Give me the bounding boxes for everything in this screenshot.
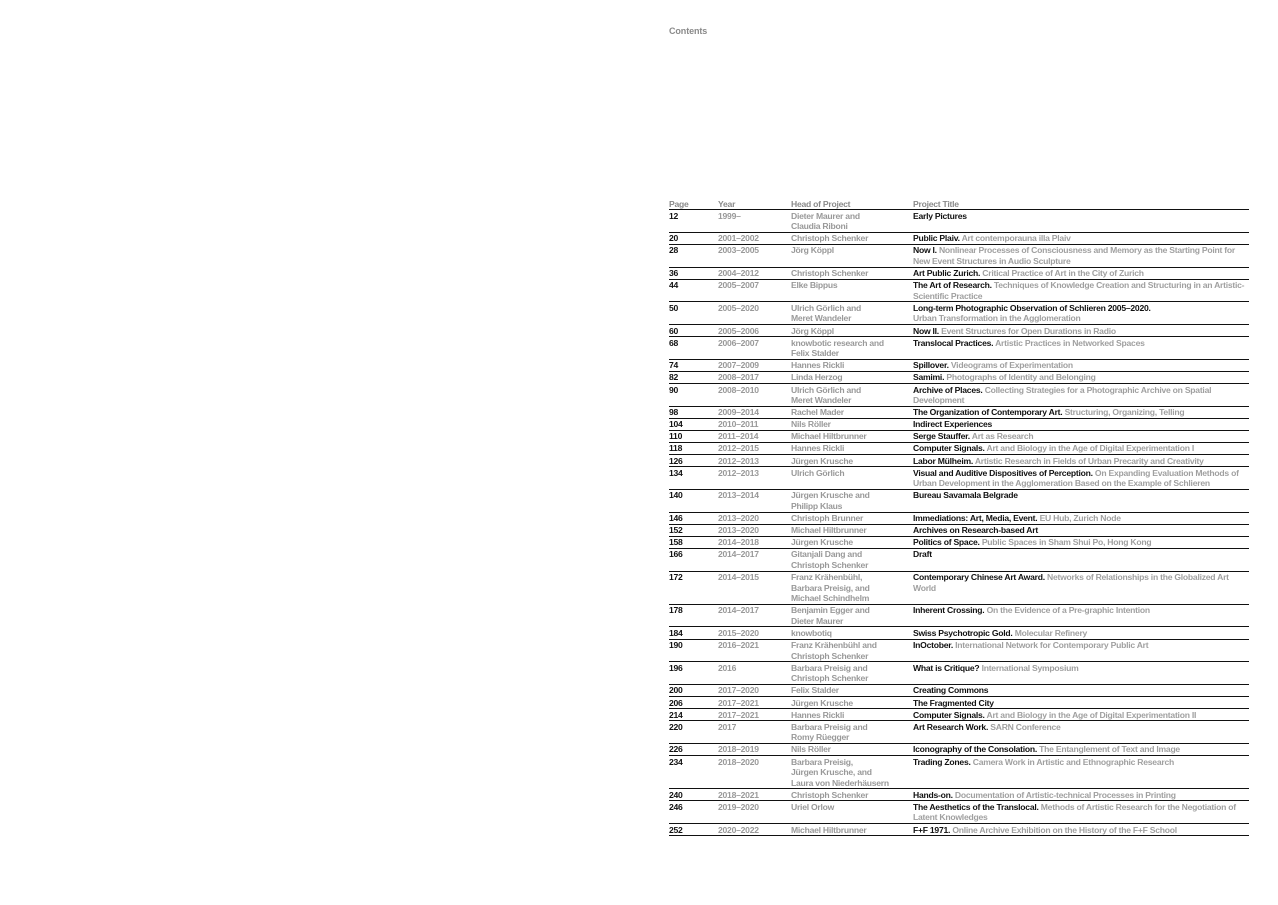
project-title: Visual and Auditive Dispositives of Perception. (913, 467, 1093, 478)
project-title-cell (913, 572, 1249, 604)
project-years: 2012–2013 (718, 467, 759, 478)
page-number: 158 (669, 537, 683, 548)
project-title: Contemporary Chinese Art Award. (913, 572, 1045, 582)
project-head: Elke Bippus (791, 280, 838, 291)
project-subtitle: Methods of Artistic Research for the Negotiation of Latent Knowledges (913, 801, 1236, 823)
project-title-cell (913, 663, 1249, 684)
project-head: Linda Herzog (791, 372, 843, 383)
project-years: 2013–2014 (718, 490, 759, 501)
project-title: Computer Signals. (913, 709, 985, 720)
project-years: 2005–2020 (718, 302, 759, 313)
project-head: knowbotic research and Felix Stalder (791, 337, 884, 359)
page-number: 82 (669, 372, 679, 383)
table-row (669, 210, 1249, 233)
project-subtitle: Art and Biology in the Age of Digital Experimentation II (986, 709, 1197, 720)
project-title: Inherent Crossing. (913, 605, 985, 616)
project-title: The Art of Research. (913, 280, 992, 291)
project-years: 2013–2020 (718, 525, 759, 536)
project-years: 2017–2020 (718, 685, 759, 696)
project-head: Ulrich Görlich (791, 467, 845, 478)
table-row (669, 572, 1249, 605)
project-head: Dieter Maurer and Claudia Riboni (791, 210, 860, 232)
project-title-cell (913, 513, 1249, 524)
project-subtitle: On the Evidence of a Pre-graphic Intention (986, 605, 1150, 616)
project-title: Politics of Space. (913, 537, 980, 548)
project-title-cell (913, 802, 1249, 823)
project-years: 2001–2002 (718, 233, 759, 244)
page-number: 36 (669, 268, 679, 279)
contents-table (669, 198, 1249, 836)
page-number: 206 (669, 697, 683, 708)
page-number: 220 (669, 721, 683, 732)
project-years: 2012–2015 (718, 443, 759, 454)
project-title: Bureau Savamala Belgrade (913, 490, 1018, 501)
project-head: Jürgen Krusche (791, 697, 853, 708)
project-years: 2018–2021 (718, 789, 759, 800)
project-years: 2018–2020 (718, 756, 759, 767)
table-row (669, 384, 1249, 407)
table-row (669, 537, 1249, 549)
project-head: Jörg Köppl (791, 245, 834, 256)
table-row (669, 360, 1249, 372)
project-head: Barbara Preisig and Romy Rüegger (791, 721, 868, 743)
table-row (669, 662, 1249, 685)
page-number: 178 (669, 605, 683, 616)
page-number: 90 (669, 384, 679, 395)
project-head: Barbara Preisig, Jürgen Krusche, and Laura von Niederhäusern (791, 756, 889, 788)
project-years: 2016–2021 (718, 640, 759, 651)
project-title: Draft (913, 549, 932, 560)
project-title: Iconography of the Consolation. (913, 744, 1038, 755)
project-title-cell (913, 338, 1249, 359)
table-row (669, 455, 1249, 467)
project-head: Christoph Schenker (791, 233, 869, 244)
project-title-cell (913, 385, 1249, 406)
project-years: 2015–2020 (718, 627, 759, 638)
project-years: 2019–2020 (718, 801, 759, 812)
project-head: Christoph Schenker (791, 268, 869, 279)
project-title-cell (913, 722, 1249, 743)
page-number: 60 (669, 325, 679, 336)
project-subtitle: Techniques of Knowledge Creation and Structuring in an Artistic-Scientific Practice (913, 280, 1245, 301)
page-number: 240 (669, 789, 683, 800)
page-number: 246 (669, 801, 683, 812)
project-years: 2017–2021 (718, 697, 759, 708)
project-title: Public Plaiv. (913, 233, 960, 244)
project-title-cell (913, 303, 1249, 324)
project-head: Felix Stalder (791, 685, 839, 696)
project-head: Michael Hiltbrunner (791, 431, 867, 442)
project-title: The Aesthetics of the Translocal. (913, 801, 1039, 812)
project-subtitle: The Entanglement of Text and Image (1039, 744, 1180, 755)
project-head: knowbotiq (791, 627, 832, 638)
table-row (669, 697, 1249, 709)
project-title: Indirect Experiences (913, 419, 993, 430)
project-title-cell (913, 640, 1249, 661)
project-years: 2016 (718, 662, 737, 673)
project-title-cell (913, 456, 1249, 467)
page-number: 200 (669, 685, 683, 696)
project-title: Immediations: Art, Media, Event. (913, 513, 1038, 524)
project-title: Long-term Photographic Observation of Schlieren 2005–2020. (913, 302, 1151, 313)
project-title-cell (913, 790, 1249, 801)
project-title-cell (913, 419, 1249, 430)
table-row (669, 721, 1249, 744)
page-number: 28 (669, 245, 679, 256)
page-number: 146 (669, 513, 683, 524)
page-number: 196 (669, 662, 683, 673)
project-title: Labor Mülheim. (913, 455, 974, 466)
page-number: 44 (669, 280, 679, 291)
project-years: 2020–2022 (718, 824, 759, 835)
table-row (669, 605, 1249, 628)
project-subtitle: Critical Practice of Art in the City of Zurich (982, 268, 1144, 279)
page-number: 252 (669, 824, 683, 835)
project-title-cell (913, 628, 1249, 639)
project-head: Nils Röller (791, 419, 831, 430)
project-title-cell (913, 525, 1249, 536)
project-head: Ulrich Görlich and Meret Wandeler (791, 302, 861, 324)
project-subtitle: EU Hub, Zurich Node (1039, 513, 1121, 524)
project-title-cell (913, 407, 1249, 418)
project-title-cell (913, 431, 1249, 442)
project-title: The Fragmented City (913, 697, 994, 708)
project-years: 2014–2017 (718, 605, 759, 616)
table-row (669, 789, 1249, 801)
table-row (669, 640, 1249, 663)
project-head: Uriel Orlow (791, 801, 835, 812)
project-head: Rachel Mader (791, 407, 844, 418)
page-number: 226 (669, 744, 683, 755)
project-years: 2009–2014 (718, 407, 759, 418)
project-head: Franz Krähenbühl and Christoph Schenker (791, 640, 877, 661)
project-title-cell (913, 549, 1249, 570)
page-number: 234 (669, 756, 683, 767)
project-subtitle: Art and Biology in the Age of Digital Experimentation I (986, 443, 1194, 454)
project-head: Jürgen Krusche and Philipp Klaus (791, 490, 870, 511)
table-row (669, 467, 1249, 490)
project-title-cell (913, 443, 1249, 454)
table-row (669, 513, 1249, 525)
project-years: 2004–2012 (718, 268, 759, 279)
project-head: Jörg Köppl (791, 325, 834, 336)
project-title-cell (913, 744, 1249, 755)
table-body (669, 210, 1249, 836)
project-subtitle: Molecular Refinery (1014, 627, 1088, 638)
column-header-head: Head of Project (791, 198, 851, 209)
project-title-cell (913, 710, 1249, 721)
project-head: Nils Röller (791, 744, 831, 755)
table-row (669, 431, 1249, 443)
project-subtitle: Event Structures for Open Durations in Radio (941, 325, 1116, 336)
project-years: 2003–2005 (718, 245, 759, 256)
page-number: 140 (669, 490, 683, 501)
table-row (669, 549, 1249, 572)
project-subtitle: International Symposium (981, 662, 1079, 673)
page-number: 12 (669, 210, 679, 221)
project-years: 2005–2006 (718, 325, 759, 336)
project-subtitle: Collecting Strategies for a Photographic Archive on Spatial Development (913, 384, 1212, 406)
project-years: 1999– (718, 210, 741, 221)
project-subtitle: Artistic Research in Fields of Urban Precarity and Creativity (974, 455, 1204, 466)
project-subtitle: International Network for Contemporary Public Art (955, 640, 1149, 651)
project-title: Serge Stauffer. (913, 431, 970, 442)
project-years: 2014–2015 (718, 572, 759, 582)
page-number: 172 (669, 572, 683, 582)
column-header-page: Page (669, 198, 689, 209)
project-title: Spillover. (913, 360, 949, 371)
project-years: 2007–2009 (718, 360, 759, 371)
project-title: Art Research Work. (913, 721, 989, 732)
project-title-cell (913, 468, 1249, 489)
project-title: Archives on Research-based Art (913, 525, 1038, 536)
project-years: 2017 (718, 721, 737, 732)
project-title: Archive of Places. (913, 384, 983, 395)
project-title-cell (913, 685, 1249, 696)
project-title: Swiss Psychotropic Gold. (913, 627, 1013, 638)
table-row (669, 627, 1249, 639)
project-title: Computer Signals. (913, 443, 985, 454)
project-years: 2005–2007 (718, 280, 759, 291)
project-title: Trading Zones. (913, 756, 971, 767)
project-title-cell (913, 372, 1249, 383)
project-title: Now II. (913, 325, 939, 336)
table-row (669, 824, 1249, 836)
page-number: 214 (669, 709, 683, 720)
project-subtitle: Urban Transformation in the Agglomeration (913, 313, 1081, 324)
project-subtitle: SARN Conference (990, 721, 1061, 732)
project-subtitle: On Expanding Evaluation Methods of Urban Development in the Agglomeration Based on the Example of Schlieren (913, 467, 1239, 489)
project-title: Hands-on. (913, 789, 953, 800)
project-head: Christoph Schenker (791, 789, 869, 800)
project-head: Hannes Rickli (791, 709, 845, 720)
table-row (669, 280, 1249, 303)
page-number: 184 (669, 627, 683, 638)
project-head: Michael Hiltbrunner (791, 525, 867, 536)
table-row (669, 443, 1249, 455)
project-title-cell (913, 268, 1249, 279)
project-title: InOctober. (913, 640, 953, 651)
table-header-row (669, 198, 1249, 210)
project-title-cell (913, 698, 1249, 709)
project-title-cell (913, 280, 1249, 301)
table-row (669, 756, 1249, 789)
project-years: 2008–2010 (718, 384, 759, 395)
project-head: Michael Hiltbrunner (791, 824, 867, 835)
project-title: What is Critique? (913, 662, 980, 673)
table-row (669, 337, 1249, 360)
project-title-cell (913, 605, 1249, 626)
page-number: 134 (669, 467, 683, 478)
page-number: 152 (669, 525, 683, 536)
project-head: Christoph Brunner (791, 513, 864, 524)
project-subtitle: Art contemporauna illa Plaiv (961, 233, 1071, 244)
project-years: 2010–2011 (718, 419, 759, 430)
table-row (669, 525, 1249, 537)
project-title: Creating Commons (913, 685, 989, 696)
project-years: 2013–2020 (718, 513, 759, 524)
project-title: Samimi. (913, 372, 945, 383)
project-years: 2012–2013 (718, 455, 759, 466)
project-title: The Organization of Contemporary Art. (913, 407, 1063, 418)
table-row (669, 302, 1249, 325)
project-years: 2014–2018 (718, 537, 759, 548)
table-row (669, 325, 1249, 337)
project-years: 2014–2017 (718, 549, 759, 560)
table-row (669, 419, 1249, 431)
page-number: 118 (669, 443, 683, 454)
table-row (669, 233, 1249, 245)
project-subtitle: Online Archive Exhibition on the History of the F+F School (952, 824, 1177, 835)
project-title: Translocal Practices. (913, 337, 994, 348)
project-subtitle: Public Spaces in Sham Shui Po, Hong Kong (981, 537, 1152, 548)
project-title: F+F 1971. (913, 824, 951, 835)
project-title: Now I. (913, 245, 937, 256)
project-head: Franz Krähenbühl, Barbara Preisig, and Michael Schindhelm (791, 572, 870, 604)
project-subtitle: Networks of Relationships in the Globalized Art World (913, 572, 1229, 593)
page-number: 98 (669, 407, 679, 418)
project-head: Hannes Rickli (791, 360, 845, 371)
page-number: 110 (669, 431, 683, 442)
table-row (669, 268, 1249, 280)
project-years: 2006–2007 (718, 337, 759, 348)
page-number: 68 (669, 337, 679, 348)
page-number: 190 (669, 640, 683, 651)
project-title: Art Public Zurich. (913, 268, 981, 279)
project-head: Jürgen Krusche (791, 455, 853, 466)
project-head: Hannes Rickli (791, 443, 845, 454)
page-number: 74 (669, 360, 679, 371)
project-title-cell (913, 326, 1249, 337)
project-title-cell (913, 825, 1249, 836)
page-number: 166 (669, 549, 683, 560)
page-number: 104 (669, 419, 683, 430)
project-head: Jürgen Krusche (791, 537, 853, 548)
project-years: 2011–2014 (718, 431, 759, 442)
table-row (669, 407, 1249, 419)
project-title-cell (913, 757, 1249, 789)
project-subtitle: Photographs of Identity and Belonging (946, 372, 1096, 383)
project-head: Benjamin Egger and Dieter Maurer (791, 605, 870, 626)
page-number: 126 (669, 455, 683, 466)
project-title-cell (913, 490, 1249, 511)
project-years: 2018–2019 (718, 744, 759, 755)
project-subtitle: Nonlinear Processes of Consciousness and Memory as the Starting Point for New Event Structures in Audio Sculpture (913, 245, 1235, 266)
project-title-cell (913, 233, 1249, 244)
project-head: Barbara Preisig and Christoph Schenker (791, 662, 869, 684)
project-subtitle: Camera Work in Artistic and Ethnographic Research (972, 756, 1174, 767)
column-header-title: Project Title (913, 198, 959, 209)
project-subtitle: Art as Research (971, 431, 1034, 442)
table-row (669, 490, 1249, 513)
page-title: Contents (669, 26, 708, 36)
project-subtitle: Documentation of Artistic-technical Processes in Printing (954, 789, 1176, 800)
project-subtitle: Videograms of Experimentation (950, 360, 1073, 371)
project-years: 2017–2021 (718, 709, 759, 720)
table-row (669, 245, 1249, 268)
project-title: Early Pictures (913, 210, 967, 221)
project-title-cell (913, 360, 1249, 371)
project-subtitle: Artistic Practices in Networked Spaces (995, 337, 1145, 348)
table-row (669, 709, 1249, 721)
project-title-cell (913, 537, 1249, 548)
column-header-year: Year (718, 198, 736, 209)
table-row (669, 685, 1249, 697)
project-title-cell (913, 245, 1249, 266)
project-head: Ulrich Görlich and Meret Wandeler (791, 384, 861, 406)
table-row (669, 801, 1249, 824)
table-row (669, 744, 1249, 756)
project-subtitle: Structuring, Organizing, Telling (1064, 407, 1185, 418)
page-number: 20 (669, 233, 679, 244)
project-years: 2008–2017 (718, 372, 759, 383)
project-title-cell (913, 211, 1249, 232)
project-head: Gitanjali Dang and Christoph Schenker (791, 549, 869, 570)
page-number: 50 (669, 302, 679, 313)
table-row (669, 372, 1249, 384)
